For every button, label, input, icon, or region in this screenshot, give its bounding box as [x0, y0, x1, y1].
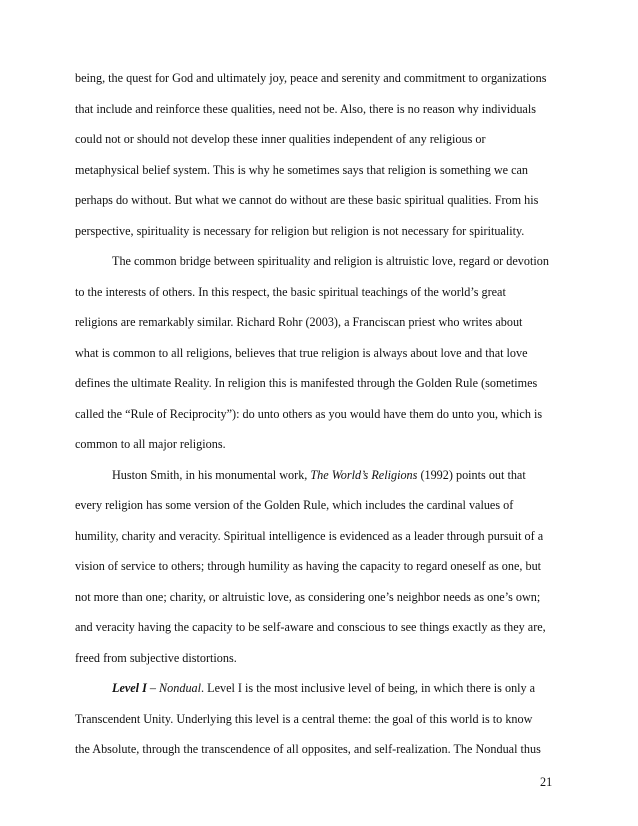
text-line — [75, 559, 541, 573]
text-line — [75, 407, 542, 421]
text-segment: common to all major religions. — [75, 437, 226, 451]
text-segment: – — [146, 681, 160, 695]
text-line — [75, 163, 528, 177]
text-line — [75, 193, 538, 207]
text-line — [75, 285, 506, 299]
text-segment: The common bridge between spirituality and religion is altruistic love, regard or devotion — [112, 254, 549, 268]
text-line — [75, 71, 546, 85]
text-line — [75, 498, 513, 512]
text-line — [75, 712, 532, 726]
text-line — [75, 590, 540, 604]
text-segment: and veracity having the capacity to be self-aware and conscious to see things exactly as they are, — [75, 620, 546, 634]
text-segment: The World’s Religions — [310, 467, 418, 482]
text-line — [75, 620, 546, 634]
text-segment: . Level I is the most inclusive level of being, in which there is only a — [201, 681, 536, 695]
text-segment: Huston Smith, in his monumental work, — [112, 467, 311, 482]
text-segment: to the interests of others. In this respect, the basic spiritual teachings of the world’s great — [75, 284, 506, 299]
text-line — [112, 681, 535, 695]
text-line — [75, 529, 543, 543]
text-segment: perhaps do without. But what we cannot do without are these basic spiritual qualities. From his — [75, 193, 539, 207]
text-segment: defines the ultimate Reality. In religion this is manifested through the Golden Rule (sometimes — [75, 376, 538, 390]
text-segment: (1992) points out that — [417, 467, 526, 482]
page-number: 21 — [540, 775, 553, 789]
text-segment: vision of service to others; through humility as having the capacity to regard oneself as one, but — [75, 559, 542, 573]
text-segment: freed from subjective distortions. — [75, 650, 237, 665]
text-line — [75, 224, 524, 238]
text-segment: Transcendent Unity. Underlying this level is a central theme: the goal of this world is to know — [75, 711, 533, 726]
text-line — [75, 376, 537, 390]
text-line — [75, 742, 541, 756]
text-segment: humility, charity and veracity. Spiritual intelligence is evidenced as a leader through pursuit of a — [75, 528, 544, 543]
text-segment: metaphysical belief system. This is why he sometimes says that religion is something we can — [75, 162, 529, 177]
text-line — [75, 102, 536, 116]
text-line — [75, 346, 528, 360]
text-segment: religions are remarkably similar. Richard Rohr (2003), a Franciscan priest who writes about — [75, 315, 523, 329]
text-segment: called the “Rule of Reciprocity”): do unto others as you would have them do unto you, which is — [75, 406, 543, 421]
text-segment: every religion has some version of the Golden Rule, which includes the cardinal values of — [75, 498, 514, 512]
text-line — [75, 132, 486, 146]
text-segment: perspective, spirituality is necessary for religion but religion is not necessary for spirituality. — [75, 223, 525, 238]
text-segment: could not or should not develop these inner qualities independent of any religious or — [75, 132, 486, 146]
text-segment: Level I — [112, 681, 147, 695]
text-line — [75, 315, 522, 329]
text-segment: what is common to all religions, believes that true religion is always about love and that love — [75, 345, 528, 360]
text-segment: not more than one; charity, or altruistic love, as considering one’s neighbor needs as one’s own; — [75, 589, 541, 604]
text-line — [112, 254, 549, 268]
text-line — [75, 437, 226, 451]
text-segment: the Absolute, through the transcendence of all opposites, and self-realization. The Nondual thus — [75, 742, 541, 756]
text-segment: being, the quest for God and ultimately joy, peace and serenity and commitment to organizations — [75, 71, 547, 85]
text-line — [75, 651, 237, 665]
text-segment: that include and reinforce these qualities, need not be. Also, there is no reason why individuals — [75, 101, 536, 116]
text-segment: Nondual — [159, 681, 202, 695]
text-line — [112, 468, 526, 482]
